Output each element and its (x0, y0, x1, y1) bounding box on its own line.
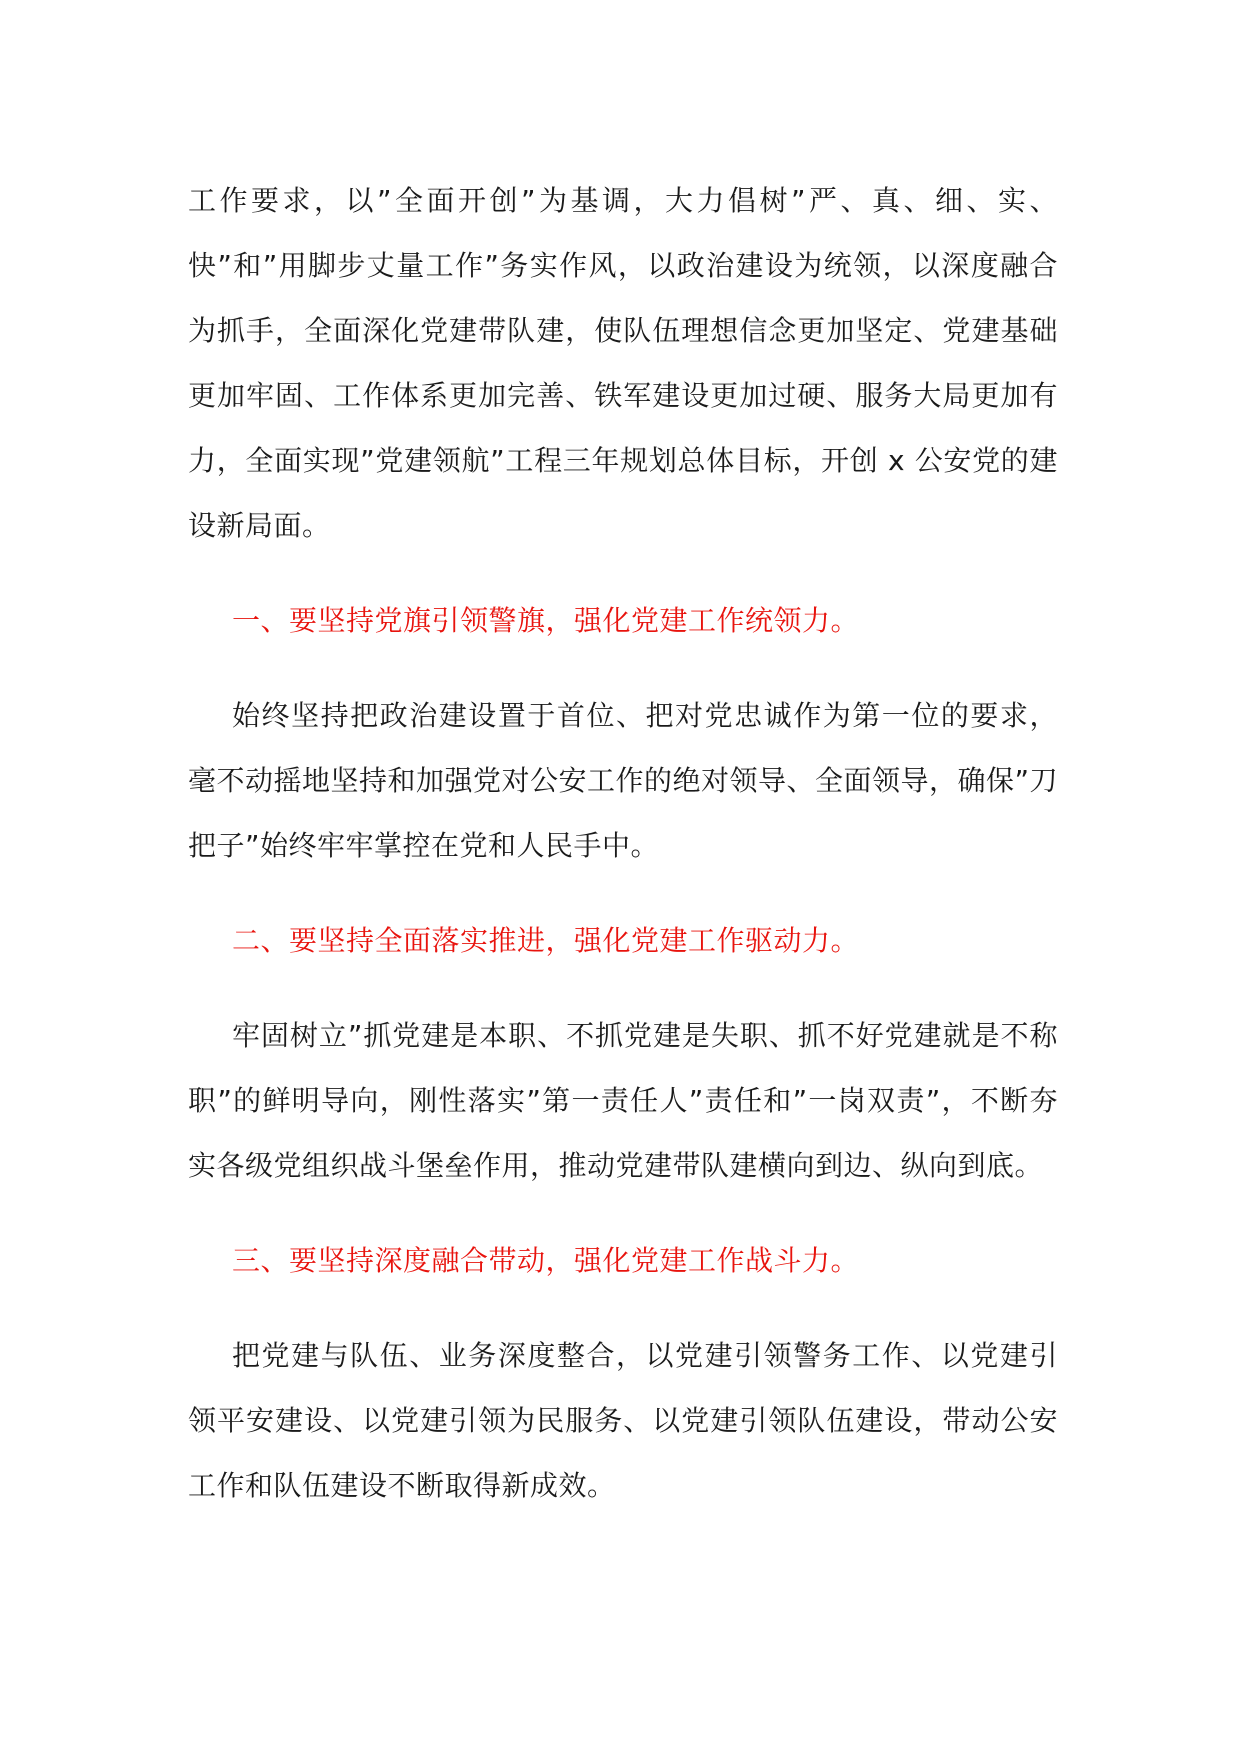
section-body-2: 牢固树立”抓党建是本职、不抓党建是失职、抓不好党建就是不称职”的鲜明导向，刚性落实”第一责任人”责任和”一岗双责”，不断夯实各级党组织战斗堡垒作用，推动党建带队建横向到边、纵向到底。 (188, 1019, 1058, 1182)
spacer (188, 878, 1058, 908)
section-heading-1: 一、要坚持党旗引领警旗，强化党建工作统领力。 (232, 604, 860, 637)
section-heading-2: 二、要坚持全面落实推进，强化党建工作驱动力。 (232, 924, 860, 957)
document-body (188, 168, 1058, 1518)
spacer (188, 973, 1058, 1003)
section-body-1: 始终坚持把政治建设置于首位、把对党忠诚作为第一位的要求，毫不动摇地坚持和加强党对公安工作的绝对领导、全面领导，确保”刀把子”始终牢牢掌控在党和人民手中。 (188, 699, 1059, 862)
intro-paragraph: 工作要求，以”全面开创”为基调，大力倡树”严、真、细、实、快”和”用脚步丈量工作”务实作风，以政治建设为统领，以深度融合为抓手，全面深化党建带队建，使队伍理想信念更加坚定、党建基础更加牢固、工作体系更加完善、铁军建设更加过硬、服务大局更加有力，全面实现”党建领航”工程三年规划总体目标，开创 x 公安党的建设新局面。 (188, 184, 1058, 542)
spacer (188, 1293, 1058, 1323)
spacer (188, 653, 1058, 683)
section-heading-3: 三、要坚持深度融合带动，强化党建工作战斗力。 (232, 1244, 860, 1277)
spacer (188, 558, 1058, 588)
spacer (188, 1198, 1058, 1228)
section-body-3: 把党建与队伍、业务深度整合，以党建引领警务工作、以党建引领平安建设、以党建引领为民服务、以党建引领队伍建设，带动公安工作和队伍建设不断取得新成效。 (188, 1339, 1058, 1502)
